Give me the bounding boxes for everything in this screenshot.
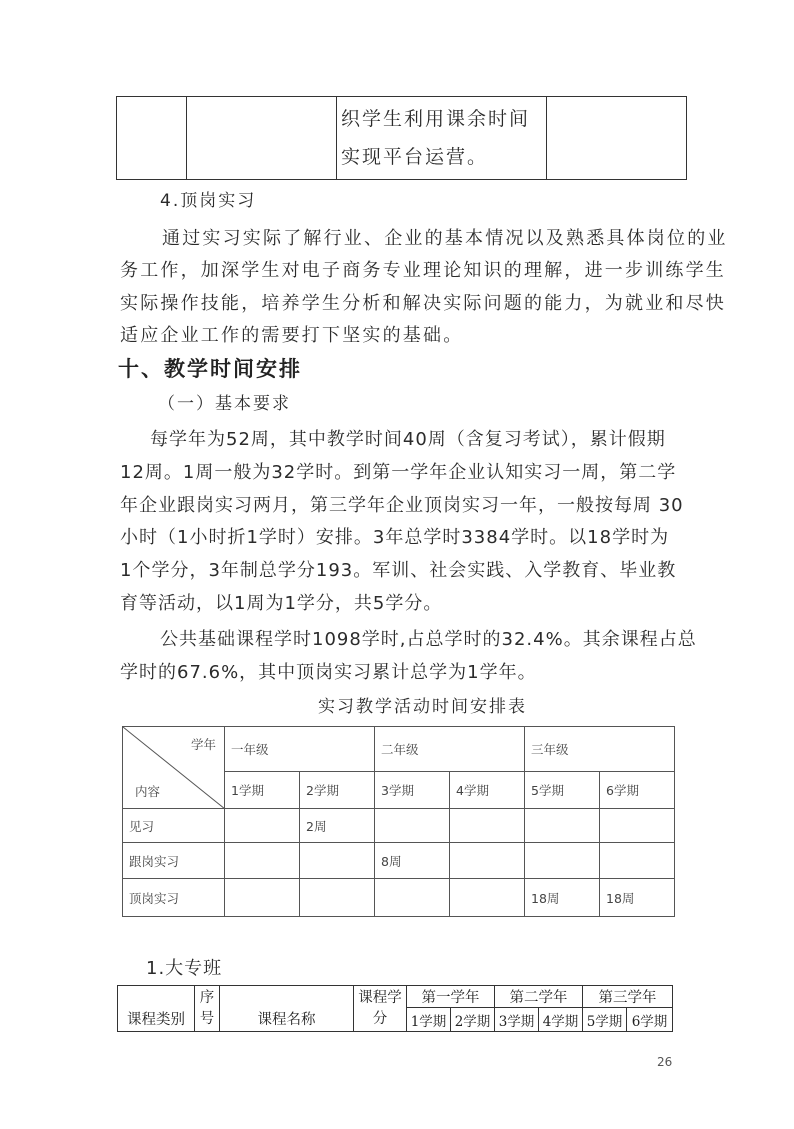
table-cell xyxy=(300,843,375,879)
table-cell: 8周 xyxy=(375,843,450,879)
term-header: 6学期 xyxy=(627,1008,673,1032)
year-header: 第三学年 xyxy=(583,986,673,1008)
internship-schedule-table xyxy=(122,726,675,917)
header-credit xyxy=(354,986,407,1032)
paragraph-line: 学时的67.6%，其中顶岗实习累计总学为1学年。 xyxy=(120,662,537,683)
table-cell xyxy=(375,879,450,917)
paragraph-line: 适应企业工作的需要打下坚实的基础。 xyxy=(120,325,464,346)
table-row xyxy=(123,879,675,917)
paragraph-line: 每学年为52周，其中教学时间40周（含复习考试），累计假期 xyxy=(150,429,666,450)
table-title: 实习教学活动时间安排表 xyxy=(318,697,527,717)
paragraph-line: 年企业跟岗实习两月，第三学年企业顶岗实习一年，一般按每周 30 xyxy=(120,495,684,516)
year-header: 二年级 xyxy=(375,727,525,772)
corner-label-year: 学年 xyxy=(190,737,216,752)
header-seq xyxy=(195,986,220,1032)
paragraph-line: 1个学分，3年制总学分193。军训、社会实践、入学教育、毕业教 xyxy=(120,560,677,581)
continuation-line: 实现平台运营。 xyxy=(341,146,489,168)
table-cell xyxy=(225,843,300,879)
term-header: 1学期 xyxy=(225,772,300,809)
table-cell xyxy=(600,809,675,843)
table-cell xyxy=(300,879,375,917)
section-title: 十、教学时间安排 xyxy=(118,357,302,381)
table-cell xyxy=(187,97,337,180)
table-cell xyxy=(225,809,300,843)
table-cell xyxy=(525,809,600,843)
paragraph-line: 小时（1小时折1学时）安排。3年总学时3384学时。以18学时为 xyxy=(120,527,670,548)
term-header: 2学期 xyxy=(300,772,375,809)
header-credit-top: 课程学 xyxy=(358,989,402,1006)
table-cell xyxy=(225,879,300,917)
header-category xyxy=(118,986,195,1032)
year-header: 第一学年 xyxy=(407,986,495,1008)
header-seq-bottom: 号 xyxy=(199,1010,215,1027)
paragraph-line: 育等活动，以1周为1学分，共5学分。 xyxy=(120,593,443,614)
table-cell xyxy=(525,843,600,879)
term-header: 5学期 xyxy=(525,772,600,809)
table-cell: 18周 xyxy=(525,879,600,917)
header-seq-top: 序 xyxy=(199,989,215,1006)
term-header: 5学期 xyxy=(583,1008,627,1032)
paragraph-line: 务工作，加深学生对电子商务专业理论知识的理解，进一步训练学生 xyxy=(120,260,726,281)
row-label: 见习 xyxy=(123,809,225,843)
term-header: 4学期 xyxy=(450,772,525,809)
table-cell xyxy=(337,97,547,180)
table-cell xyxy=(375,809,450,843)
table-cell: 18周 xyxy=(600,879,675,917)
corner-header-cell xyxy=(123,727,225,809)
term-header: 3学期 xyxy=(495,1008,539,1032)
corner-label-content: 内容 xyxy=(135,784,161,799)
year-header: 三年级 xyxy=(525,727,675,772)
continuation-line: 织学生利用课余时间 xyxy=(341,108,531,130)
header-course-name-label: 课程名称 xyxy=(257,1012,316,1028)
paragraph-line: 通过实习实际了解行业、企业的基本情况以及熟悉具体岗位的业 xyxy=(162,228,728,249)
table-cell: 2周 xyxy=(300,809,375,843)
table-cell xyxy=(450,843,525,879)
course-section-label: 1.大专班 xyxy=(146,958,223,979)
paragraph-line: 实际操作技能，培养学生分析和解决实际问题的能力，为就业和尽快 xyxy=(120,293,726,314)
internship-heading: 4.顶岗实习 xyxy=(160,191,257,211)
table-cell xyxy=(117,97,187,180)
paragraph-line: 公共基础课程学时1098学时,占总学时的32.4%。其余课程占总 xyxy=(160,629,697,650)
year-header: 一年级 xyxy=(225,727,375,772)
page-number: 26 xyxy=(657,1055,673,1069)
table-cell xyxy=(547,97,687,180)
course-table xyxy=(117,985,673,1032)
term-header: 1学期 xyxy=(407,1008,451,1032)
term-header: 4学期 xyxy=(539,1008,583,1032)
continuation-table xyxy=(116,96,687,180)
term-header: 3学期 xyxy=(375,772,450,809)
paragraph-line: 12周。1周一般为32学时。到第一学年企业认知实习一周，第二学 xyxy=(120,462,677,483)
term-header: 2学期 xyxy=(451,1008,495,1032)
row-label: 跟岗实习 xyxy=(123,843,225,879)
year-header: 第二学年 xyxy=(495,986,583,1008)
header-course-name xyxy=(220,986,354,1032)
table-cell xyxy=(450,809,525,843)
sub-heading: （一）基本要求 xyxy=(158,394,291,414)
table-cell xyxy=(600,843,675,879)
row-label: 顶岗实习 xyxy=(123,879,225,917)
table-cell xyxy=(450,879,525,917)
term-header: 6学期 xyxy=(600,772,675,809)
header-category-label: 课程类别 xyxy=(127,1012,185,1028)
table-row xyxy=(123,843,675,879)
table-row xyxy=(123,809,675,843)
header-credit-bottom: 分 xyxy=(372,1010,388,1027)
